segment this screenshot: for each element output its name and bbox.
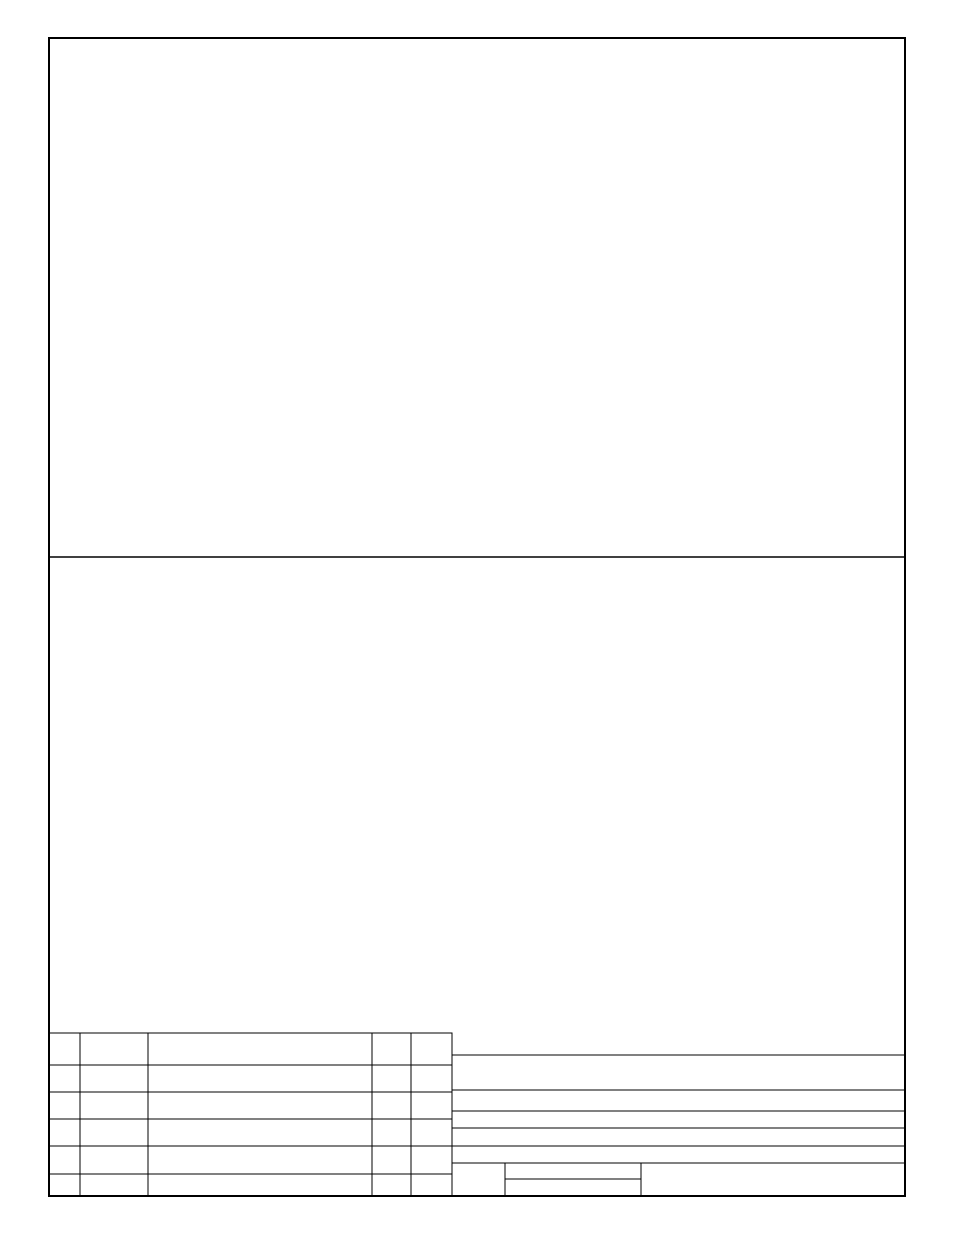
revision-table <box>49 1033 452 1196</box>
title-block <box>452 1055 905 1196</box>
drawing-border <box>49 38 905 1196</box>
